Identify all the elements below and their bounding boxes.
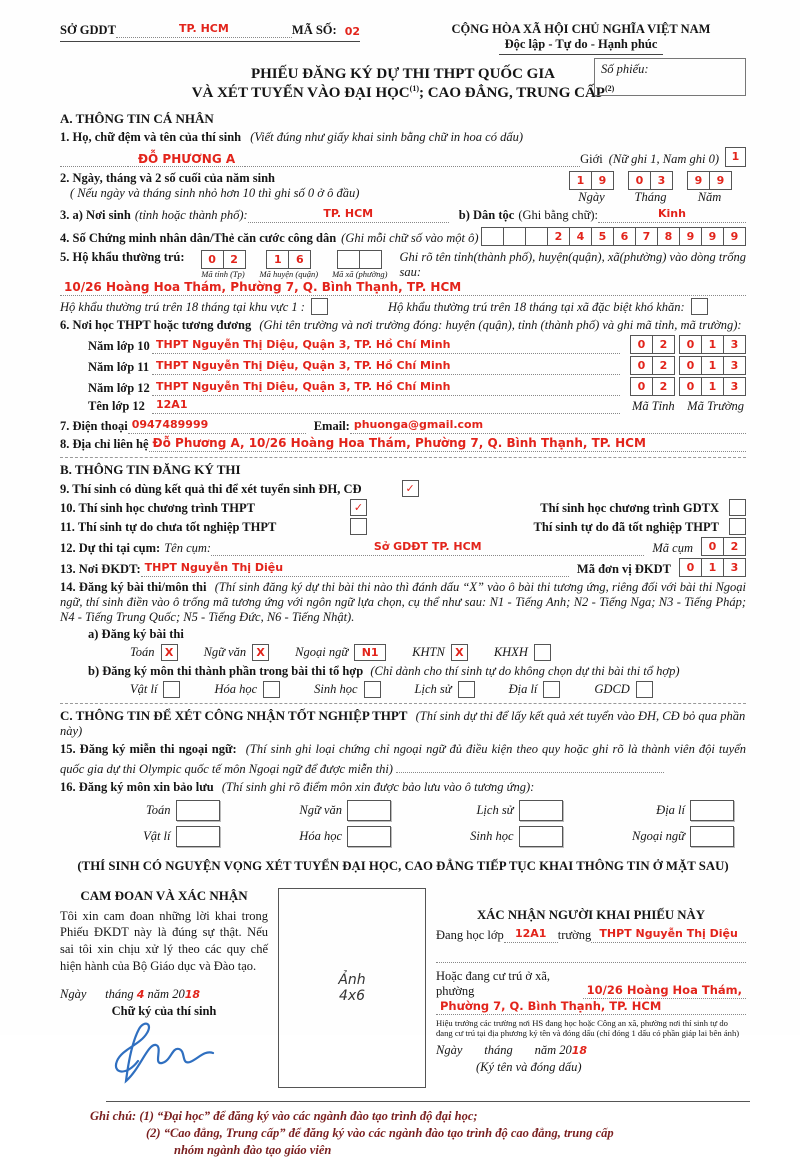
kk-checkbox[interactable] [691,298,708,315]
grade12-school-field[interactable]: THPT Nguyễn Thị Diệu, Quận 3, TP. Hồ Chí Minh [152,380,620,396]
reserve-lichsu [403,800,575,821]
footnote-line2 [146,1125,746,1142]
id-cell[interactable]: 8 [657,227,680,246]
item9 [60,480,746,497]
exam-khxh [494,644,551,661]
subject-vatli [130,681,180,698]
v-date-year-prefix: 20 [559,1042,572,1057]
item3 [60,207,746,223]
reserve-sinhhoc [403,826,575,847]
id-cell[interactable]: 9 [723,227,746,246]
exam-nguvan-label: Ngữ văn [203,644,247,659]
code-cell[interactable]: 3 [723,377,746,396]
dob-month-cell[interactable]: 0 [628,171,651,190]
dept-block [60,22,360,42]
id-cell[interactable]: 9 [701,227,724,246]
footnote-1-text: (1) “Đại học” để đăng ký vào các ngành đào tạo trình độ đại học; [139,1109,478,1123]
grade11-code-boxes[interactable] [630,356,746,375]
reserve-hoahoc [232,826,404,847]
reserve-ngoaingu-box[interactable] [690,826,734,847]
candidate-signature [100,1015,268,1095]
item10-right-label: Thí sinh học chương trình GDTX [540,500,719,515]
item14-note: (Thí sinh đăng ký dự thi bài thi nào thì đánh dấu “X” vào ô bài thi tương ứng, riêng đối với bài thi Ngoại ngữ, thí sinh điền vào ô trống mã tương ứng với ngôn ngữ lựa chọn, cụ thể như sau: N1 - Tiếng Anh; N2 - Tiếng Nga; N3 - Tiếng Pháp; N4 - Tiếng Trung Quốc; N5 - Tiếng Đức, N6 - Tiếng Nhật). [60,579,747,624]
item1-note: (Viết đúng như giấy khai sinh bằng chữ in hoa có dấu) [250,129,524,144]
declaration-body: Tôi xin cam đoan những lời khai trong Phiếu ĐKDT này là đúng sự thật. Nếu sai tôi xin chịu xử lý theo các quy chế hiện hành của Bộ Giáo dục và Đào tạo. [60,908,268,974]
id-cell[interactable]: 2 [547,227,570,246]
reserve-row-1 [60,800,746,821]
item11 [60,518,746,535]
item6 [60,318,746,333]
form-header [60,22,746,55]
item11-right-label: Thí sinh tự do đã tốt nghiệp THPT [533,519,719,534]
ward-cell[interactable] [337,250,360,269]
footnote-2-text: (2) “Cao đẳng, Trung cấp” để đăng ký vào các ngành đào tạo trình độ cao đẳng, trung cấp [146,1125,614,1140]
section-c-heading-row [60,708,746,739]
form-title-line2-mid: ; CAO ĐẲNG, TRUNG CẤP [418,84,605,101]
province-cell[interactable]: 0 [201,250,224,269]
dkdt-place-field[interactable]: THPT Nguyễn Thị Diệu [141,561,569,577]
item4-label: 4. Số Chứng minh nhân dân/Thẻ căn cước công dân [60,230,337,245]
verification-small-note: Hiệu trưởng các trường nơi HS đang học hoặc Công an xã, phường nơi thí sinh tự do đang cư trú tại địa phương ký tên và đóng dấu (chỉ đóng 1 dấu có phần giáp lai bên ảnh) [436,1017,740,1039]
thpt-program-checkbox[interactable]: ✓ [350,499,367,516]
exam-nguvan-checkbox[interactable]: X [252,644,269,661]
date-year-prefix: 20 [172,987,185,1001]
dept-value-field[interactable]: TP. HCM [116,22,292,38]
school-code-col-label: Mã Trường [687,398,745,413]
item5-label: 5. Hộ khẩu thường trú: [60,249,185,264]
v-date-day-label: Ngày [436,1042,463,1057]
subject-hoahoc [214,681,280,698]
item3b-note: (Ghi bằng chữ): [518,207,598,222]
reserve-diali [575,800,747,821]
footnotes [90,1108,746,1159]
dob-day-cell[interactable]: 1 [569,171,592,190]
item15 [60,742,746,777]
cluster-code-boxes[interactable] [701,537,746,556]
nation-title: CỘNG HÒA XÃ HỘI CHỦ NGHĨA VIỆT NAM [451,22,711,36]
cluster-name-field[interactable]: Sở GDĐT TP. HCM [211,540,644,556]
dkdt-code-cell[interactable]: 0 [679,558,702,577]
component-subject-row [130,681,746,698]
form-title-line2-pre: VÀ XÉT TUYỂN VÀO ĐẠI HỌC [191,84,410,101]
province-cell[interactable]: 2 [223,250,246,269]
section-b-heading: B. THÔNG TIN ĐĂNG KÝ THI [60,461,241,477]
dkdt-code-cell[interactable]: 1 [701,558,724,577]
item14a-label: a) Đăng ký bài thi [88,626,184,641]
kv1-checkbox[interactable] [311,298,328,315]
item1 [60,130,746,145]
verification-residence-row2 [436,999,746,1015]
exam-ngoaingu-language-box[interactable]: N1 [354,644,386,661]
grade10-label: Năm lớp 10 [88,338,150,353]
footnote-3-text: nhóm ngành đào tạo giáo viên [174,1142,332,1157]
free-candidate-not-grad-checkbox[interactable] [350,518,367,535]
reserve-vatli-box[interactable] [176,826,220,847]
v-date-year-value[interactable]: 18 [571,1043,588,1057]
item14 [60,580,746,625]
item2 [60,171,746,205]
item15-note: (Thí sinh ghi loại chứng chỉ ngoại ngữ đủ điều kiện theo quy hoặc ghi rõ là thành viên đội tuyển quốc gia dự thi Olympic quốc tế môn Ngoại ngữ để được miễn thi) [60,741,747,776]
district-cell[interactable]: 6 [288,250,311,269]
gender-label: Giới [580,151,603,166]
item4-note: (Ghi mỗi chữ số vào một ô) [341,230,479,245]
item14b [88,664,746,679]
subject-gdcd-label: GDCD [594,681,630,696]
id-number-boxes[interactable] [481,227,746,246]
signature-drawing [100,1015,240,1091]
subject-lichsu [415,681,475,698]
item16-note: (Thí sinh ghi rõ điểm môn xin được bảo lưu vào ô tương ứng): [221,779,535,794]
grade12-code-boxes[interactable] [630,377,746,396]
subject-lichsu-checkbox[interactable] [458,681,475,698]
class-prefix: Đang học lớp [436,927,504,942]
reserve-lichsu-box[interactable] [519,800,563,821]
item2-note: ( Nếu ngày và tháng sinh nhỏ hơn 10 thì ghi số 0 ở ô đầu) [70,185,360,200]
residence-province-group[interactable] [201,250,246,279]
gdtx-program-checkbox[interactable] [729,499,746,516]
id-cell[interactable] [525,227,548,246]
kv1-label: Hộ khẩu thường trú trên 18 tháng tại khu vực 1 : [60,299,305,314]
code-cell[interactable]: 1 [701,335,724,354]
exam-nguvan [204,644,270,661]
fullname-field[interactable]: ĐỖ PHƯƠNG A [128,152,245,167]
subject-gdcd [594,681,652,698]
exam-khtn [412,644,468,661]
item16 [60,780,746,795]
cluster-code-label: Mã cụm [652,540,693,555]
exam-selection-row [130,644,746,661]
residence-ward-group[interactable] [332,250,387,279]
cluster-sub-label: Tên cụm: [164,540,212,555]
footnote-label: Ghi chú: [90,1109,137,1123]
cluster-code-cell[interactable]: 2 [723,537,746,556]
footnote-line1 [90,1108,746,1125]
item14b-note: (Chỉ dành cho thí sinh tự do không chọn dự thi bài thi tổ hợp) [370,663,680,678]
residence-prefix: Hoặc đang cư trú ở xã, phường [436,968,551,998]
nation-motto: Độc lập - Tự do - Hạnh phúc [499,37,664,55]
code-cell[interactable]: 0 [679,335,702,354]
code-cell[interactable]: 2 [652,335,675,354]
section-c-note: (Thí sinh dự thi để lấy kết quả xét tuyển vào ĐH, CĐ bỏ qua phần này) [60,708,746,738]
reserve-sinhhoc-box[interactable] [519,826,563,847]
item7 [60,418,746,434]
footnote-ref-2: (2) [604,83,615,93]
item1-label: 1. Họ, chữ đệm và tên của thí sinh [60,129,242,144]
exam-khxh-label: KHXH [493,644,528,659]
reserve-toan-box[interactable] [176,800,220,821]
reserve-nguvan-box[interactable] [347,800,391,821]
residence-district-group[interactable] [260,250,319,279]
reserve-diali-label: Địa lí [656,802,685,817]
date-day-label: Ngày [60,987,87,1001]
item2-label: 2. Ngày, tháng và 2 số cuối của năm sinh [60,170,275,185]
dkdt-code-cell[interactable]: 3 [723,558,746,577]
confirmation-block [60,888,746,1096]
province-code-col-label: Mã Tỉnh [631,398,675,413]
verification-heading: XÁC NHẬN NGƯỜI KHAI PHIẾU NÀY [476,907,706,922]
item16-label: 16. Đăng ký môn xin bảo lưu [60,779,214,794]
verification-date-line [436,1043,746,1058]
code-cell[interactable]: 0 [630,356,653,375]
dob-year-cell[interactable]: 9 [709,171,732,190]
item6-label: 6. Nơi học THPT hoặc tương đương [60,317,252,332]
subject-gdcd-checkbox[interactable] [636,681,653,698]
dob-day-group[interactable] [569,171,614,205]
grade12-label: Năm lớp 12 [88,380,150,395]
item15-label: 15. Đăng ký miễn thi ngoại ngữ: [60,741,237,756]
school-row-grade12 [60,377,746,396]
section-divider-ab [60,457,746,458]
reserve-ngoaingu-label: Ngoại ngữ [631,828,685,843]
subject-sinhhoc-checkbox[interactable] [364,681,381,698]
stamp-note: (Ký tên và đóng dấu) [476,1059,582,1074]
item5-address-row [60,280,746,296]
item8 [60,436,746,452]
footer-rule [106,1101,750,1102]
subject-lichsu-label: Lịch sử [414,681,452,696]
reserve-hoahoc-box[interactable] [347,826,391,847]
exam-ngoaingu [295,644,386,661]
reserve-nguvan [232,800,404,821]
code-value-field[interactable]: 02 [344,25,360,38]
item5 [60,250,746,280]
item6-note: (Ghi tên trường và nơi trường đóng: huyện (quận), tỉnh (thành phố) và ghi mã tỉnh, mã trường): [259,317,742,332]
date-year-value[interactable]: 18 [184,988,200,1001]
code-cell[interactable]: 3 [723,335,746,354]
exam-toan [130,644,178,661]
verification-residence-field2[interactable]: Phường 7, Q. Bình Thạnh, TP. HCM [436,999,746,1015]
dob-day-label: Ngày [578,189,605,204]
exam-toan-checkbox[interactable]: X [161,644,178,661]
cluster-code-cell[interactable]: 0 [701,537,724,556]
dkdt-code-label: Mã đơn vị ĐKDT [576,561,671,576]
code-label: MÃ SỐ: [291,23,337,37]
item10 [60,499,746,516]
id-cell[interactable]: 6 [613,227,636,246]
verification-school-field[interactable]: THPT Nguyễn Thị Diệu [591,927,746,943]
code-cell[interactable]: 1 [701,356,724,375]
form-title-line1: PHIẾU ĐĂNG KÝ DỰ THI THPT QUỐC GIA [250,66,556,82]
item5-note: Ghi rõ tên tỉnh(thành phố), huyện(quận), xã(phường) vào dòng trống sau: [399,249,746,279]
dob-month-group[interactable] [628,171,673,205]
reserve-diali-box[interactable] [690,800,734,821]
email-field[interactable]: phuonga@gmail.com [350,418,746,434]
reserve-hoahoc-label: Hóa học [299,828,342,843]
item12 [60,537,746,556]
declaration-date-line [60,987,268,1002]
code-cell[interactable]: 3 [723,356,746,375]
province-code-label: Mã tỉnh (Tp) [201,268,245,279]
reserve-toan-label: Toán [145,802,171,817]
item3a-label: 3. a) Nơi sinh [60,207,131,222]
grade10-code-boxes[interactable] [630,335,746,354]
phone-field[interactable]: 0947489999 [128,418,306,434]
verification-column [436,888,746,1096]
contact-address-field[interactable]: Đỗ Phương A, 10/26 Hoàng Hoa Thám, Phường 7, Q. Bình Thạnh, TP. HCM [149,436,746,452]
footnote-ref-1: (1) [409,83,419,93]
date-month-value[interactable]: 4 [136,988,145,1001]
reserve-row-2 [60,826,746,847]
exam-toan-label: Toán [130,644,155,659]
footnote-line3 [174,1142,746,1159]
date-month-label: tháng [105,987,134,1001]
photo-label-line2: 4x6 [338,987,366,1004]
subject-vatli-checkbox[interactable] [163,681,180,698]
dob-year-group[interactable] [687,171,732,205]
code-cell[interactable]: 0 [630,335,653,354]
id-cell[interactable]: 4 [569,227,592,246]
reserve-vatli-label: Vật lí [143,828,171,843]
verification-class-row [436,927,746,943]
class12-field[interactable]: 12A1 [152,398,620,414]
v-date-month-label: tháng [484,1042,513,1057]
name-field-lead [60,151,128,167]
dkdt-label: 13. Nơi ĐKDT: [60,561,141,576]
contact-address-label: 8. Địa chỉ liên hệ [60,436,149,451]
subject-hoahoc-label: Hóa học [214,681,258,696]
verification-class-field[interactable]: 12A1 [504,927,558,943]
dob-year-label: Năm [697,189,722,204]
subject-vatli-label: Vật lí [130,681,158,696]
item14b-label: b) Đăng ký môn thi thành phần trong bài thi tổ hợp [88,663,364,678]
gender-checkbox[interactable]: 1 [725,147,746,167]
item5-flags-row [60,298,746,315]
item13 [60,558,746,577]
v-date-year-label: năm [534,1042,557,1057]
subject-sinhhoc [314,681,380,698]
exam-khtn-checkbox[interactable]: X [451,644,468,661]
serial-number-box[interactable] [594,58,746,96]
item14-label: 14. Đăng ký bài thi/môn thi [60,579,207,594]
verification-residence-row [436,969,746,999]
code-cell[interactable]: 0 [630,377,653,396]
item11-left-label: 11. Thí sinh tự do chưa tốt nghiệp THPT [60,519,277,534]
email-label: Email: [313,418,350,433]
residence-address-field[interactable]: 10/26 Hoàng Hoa Thám, Phường 7, Q. Bình Thạnh, TP. HCM [60,280,746,296]
photo-label-line1: Ảnh [338,971,366,988]
item10-left-label: 10. Thí sinh học chương trình THPT [60,500,255,515]
reserve-toan [60,800,232,821]
id-cell[interactable] [503,227,526,246]
section-divider-bc [60,703,746,704]
name-field-dots [245,151,580,167]
signature-label: Chữ ký của thí sinh [111,1004,217,1018]
id-cell[interactable]: 7 [635,227,658,246]
class12-row [60,398,746,414]
class12-label: Tên lớp 12 [88,398,145,413]
reserve-nguvan-label: Ngữ văn [299,802,342,817]
item9-label: 9. Thí sinh có dùng kết quả thi để xét tuyển sinh ĐH, CĐ [60,481,362,496]
id-cell[interactable] [481,227,504,246]
ward-cell[interactable] [359,250,382,269]
exam-ngoaingu-label: Ngoại ngữ [295,644,349,659]
item3a-note: (tỉnh hoặc thành phố): [134,207,248,222]
item4 [60,227,746,246]
code-cell[interactable]: 2 [652,377,675,396]
code-column-labels [630,399,746,414]
item3b-label: b) Dân tộc [458,207,515,222]
gender-note: (Nữ ghi 1, Nam ghi 0) [608,151,719,166]
grade11-label: Năm lớp 11 [88,359,150,374]
exam-khxh-checkbox[interactable] [534,644,551,661]
phone-label: 7. Điện thoại [60,418,128,433]
reserve-lichsu-label: Lịch sử [476,802,514,817]
ward-code-label: Mã xã (phường) [332,268,388,279]
use-result-checkbox[interactable]: ✓ [402,480,419,497]
subject-diali [509,681,561,698]
subject-sinhhoc-label: Sinh học [314,681,358,696]
code-cell[interactable]: 1 [701,377,724,396]
photo-box [278,888,426,1088]
reserve-sinhhoc-label: Sinh học [470,828,514,843]
subject-diali-checkbox[interactable] [543,681,560,698]
subject-hoahoc-checkbox[interactable] [263,681,280,698]
free-candidate-grad-checkbox[interactable] [729,518,746,535]
code-cell[interactable]: 0 [679,377,702,396]
grade11-school-field[interactable]: THPT Nguyễn Thị Diệu, Quận 3, TP. Hồ Chí Minh [152,359,620,375]
national-heading [416,22,746,55]
back-page-note: (THÍ SINH CÓ NGUYỆN VỌNG XÉT TUYỂN ĐẠI HỌC, CAO ĐẲNG TIẾP TỤC KHAI THÔNG TIN Ở MẶT SAU) [77,858,729,873]
id-cell[interactable]: 9 [679,227,702,246]
date-year-label: năm [147,987,170,1001]
dob-year-cell[interactable]: 9 [687,171,710,190]
cluster-label: 12. Dự thi tại cụm: [60,540,161,555]
dept-label: SỞ GDDT [60,23,116,37]
school-prefix: trường [557,927,592,942]
dob-month-cell[interactable]: 3 [650,171,673,190]
dob-month-label: Tháng [634,189,667,204]
declaration-column [60,888,268,1096]
serial-number-label: Số phiếu: [601,62,649,76]
section-c-heading: C. THÔNG TIN ĐỂ XÉT CÔNG NHẬN TỐT NGHIỆP THPT [60,707,408,723]
verification-residence-field1[interactable]: 10/26 Hoàng Hoa Thám, [583,983,746,999]
section-a-heading: A. THÔNG TIN CÁ NHÂN [60,110,214,126]
school-row-grade11 [60,356,746,375]
dkdt-code-boxes[interactable] [679,558,746,577]
reserve-ngoaingu [575,826,747,847]
district-code-label: Mã huyện (quận) [259,268,319,279]
kk-label: Hộ khẩu thường trú trên 18 tháng tại xã đặc biệt khó khăn: [387,299,685,314]
grade10-school-field[interactable]: THPT Nguyễn Thị Diệu, Quận 3, TP. Hồ Chí Minh [152,338,620,354]
birthplace-field[interactable]: TP. HCM [248,207,449,223]
subject-diali-label: Địa lí [508,681,538,696]
item1-value-row [60,147,746,167]
declaration-heading: CAM ĐOAN VÀ XÁC NHẬN [80,887,248,903]
ethnicity-field[interactable]: Kinh [598,207,746,223]
district-cell[interactable]: 1 [266,250,289,269]
exemption-field[interactable] [396,757,664,773]
code-cell[interactable]: 2 [652,356,675,375]
exam-khtn-label: KHTN [412,644,445,659]
id-cell[interactable]: 5 [591,227,614,246]
reserve-vatli [60,826,232,847]
school-row-grade10 [60,335,746,354]
dob-day-cell[interactable]: 9 [591,171,614,190]
verification-blank-line[interactable] [436,949,746,963]
code-cell[interactable]: 0 [679,356,702,375]
